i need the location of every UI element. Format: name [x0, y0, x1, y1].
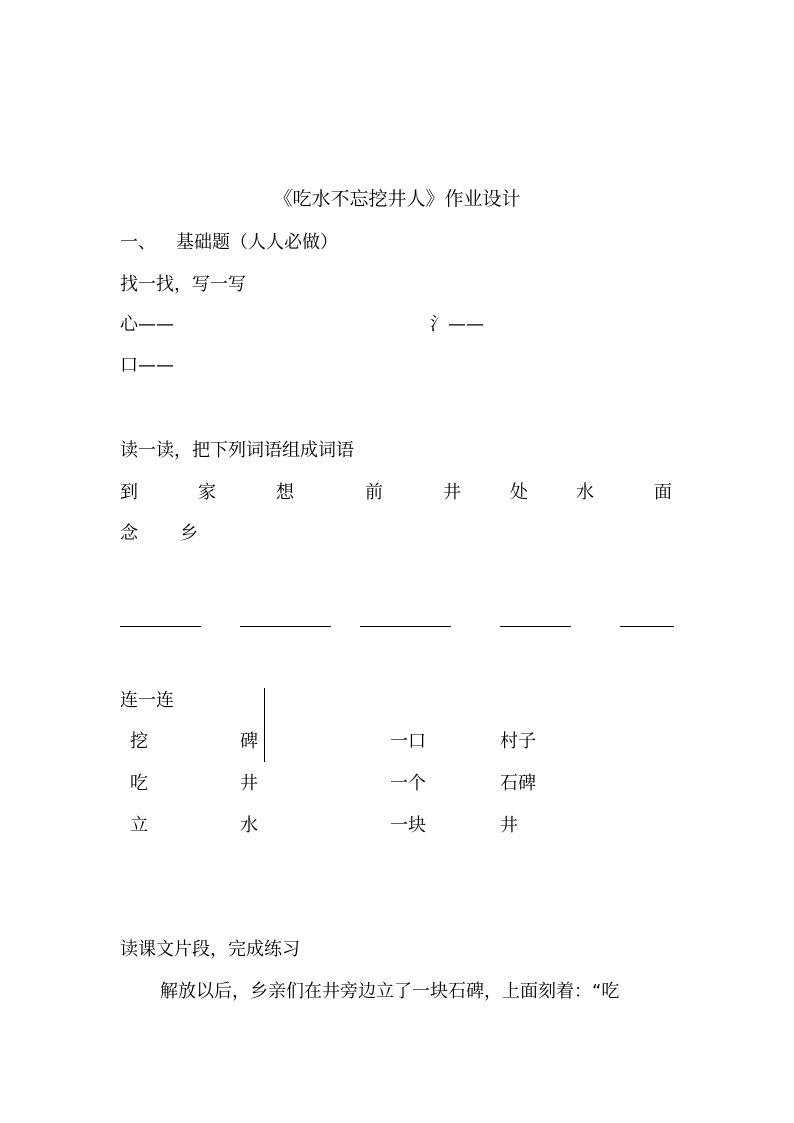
find-write-item-heart: 心—— [120, 314, 174, 335]
word-char: 水 [576, 482, 594, 503]
connect-col4-item: 村子 [500, 731, 536, 752]
find-write-heading: 找一找，写一写 [120, 274, 246, 295]
connect-col3-item: 一个 [390, 773, 426, 794]
answer-blank[interactable] [500, 626, 571, 627]
connect-col1-item: 挖 [130, 731, 148, 752]
connect-col4-item: 井 [500, 815, 518, 836]
connect-col2-item: 碑 [240, 731, 258, 752]
word-char: 前 [365, 482, 383, 503]
page-title: 《吃水不忘挖井人》作业设计 [273, 188, 521, 210]
read-words-heading: 读一读，把下列词语组成词语 [120, 440, 354, 461]
find-write-item-water-radical: 氵—— [430, 314, 484, 335]
word-char: 想 [276, 482, 294, 503]
passage-heading: 读课文片段，完成练习 [120, 939, 300, 960]
connect-col1-item: 立 [130, 815, 148, 836]
answer-blank[interactable] [240, 626, 331, 627]
connect-col2-item: 水 [240, 815, 258, 836]
word-char: 乡 [180, 523, 198, 544]
word-char: 到 [120, 482, 138, 503]
word-char: 井 [443, 482, 461, 503]
connect-col3-item: 一口 [390, 731, 426, 752]
connect-col3-item: 一块 [390, 815, 426, 836]
section-number: 一、 [120, 232, 156, 253]
word-char: 面 [654, 482, 672, 503]
connect-col1-item: 吃 [130, 773, 148, 794]
connect-col2-item: 井 [240, 773, 258, 794]
passage-text: 解放以后，乡亲们在井旁边立了一块石碑，上面刻着：“吃 [160, 981, 620, 1002]
find-write-item-mouth: 口—— [120, 355, 174, 376]
connect-col4-item: 石碑 [500, 773, 536, 794]
answer-blank[interactable] [120, 626, 201, 627]
word-char: 处 [510, 482, 528, 503]
word-char: 念 [120, 523, 138, 544]
section-label: 基础题（人人必做） [176, 232, 338, 253]
word-char: 家 [198, 482, 216, 503]
answer-blank[interactable] [360, 626, 451, 627]
table-divider [264, 688, 265, 762]
connect-heading: 连一连 [120, 690, 174, 711]
answer-blank[interactable] [620, 626, 674, 627]
